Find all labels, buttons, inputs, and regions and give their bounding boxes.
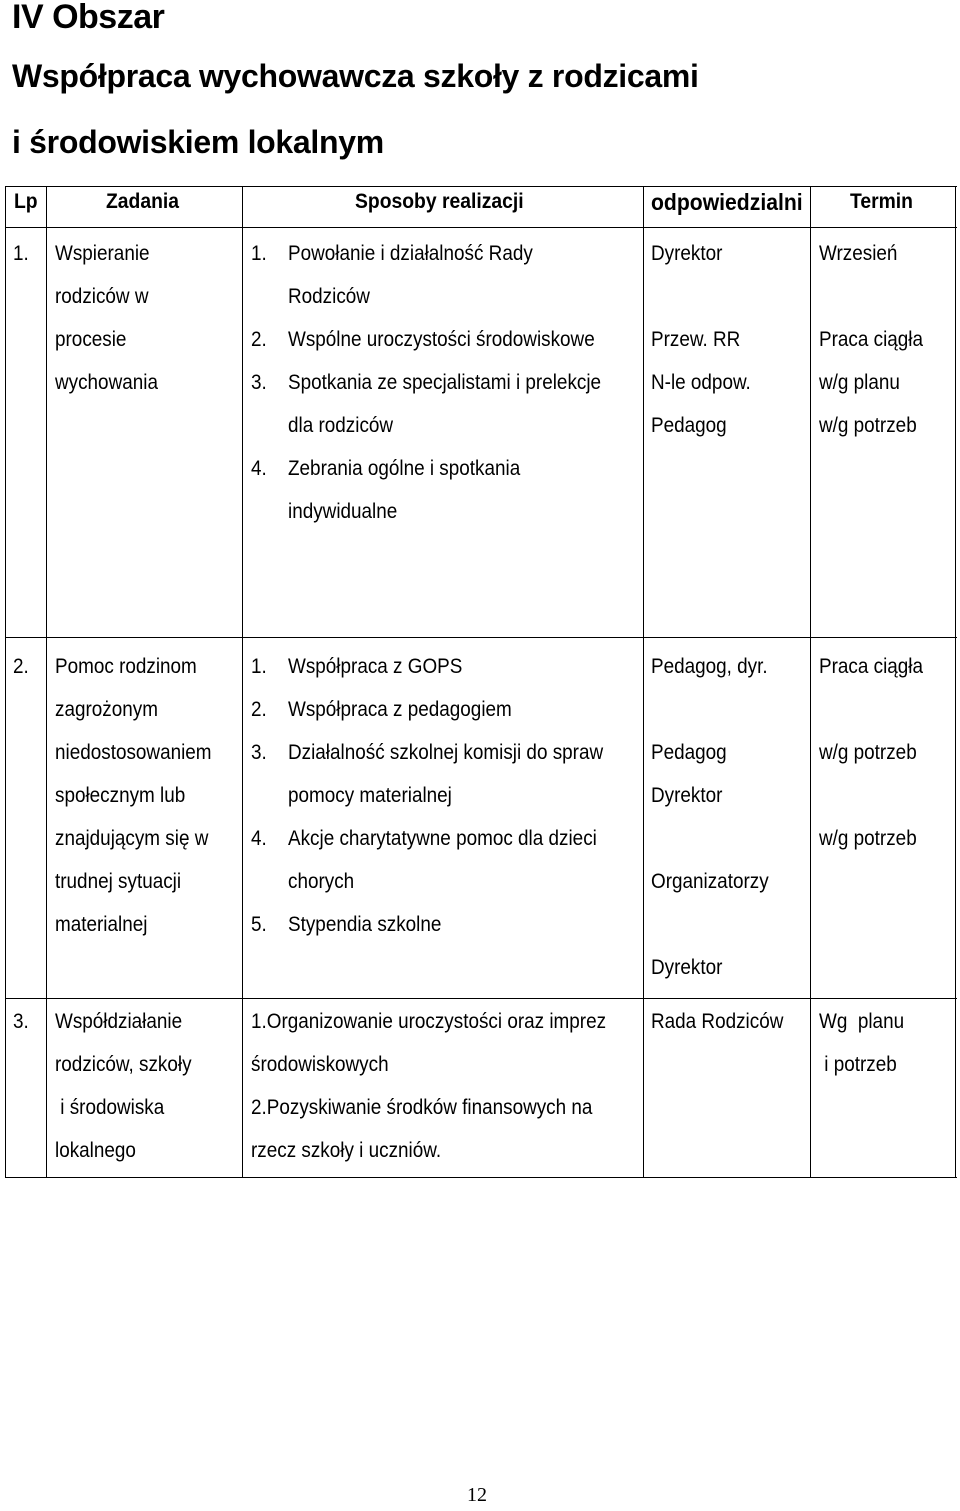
cell-line: Pedagog [651, 414, 727, 437]
cell-line: N-le odpow. [651, 371, 751, 394]
row1-sposoby [288, 232, 601, 533]
list-number [251, 490, 267, 533]
cell-line: znajdującym się w [55, 827, 209, 850]
list-item: pomocy materialnej [288, 784, 452, 807]
header-sposoby: Sposoby realizacji [355, 190, 524, 213]
list-number [251, 774, 267, 817]
list-item: Współpraca z GOPS [288, 655, 463, 678]
list-number: 3. [251, 741, 267, 764]
cell-line: i środowiska [55, 1096, 165, 1119]
cell-line: Dyrektor [651, 956, 723, 979]
cell-line: Współdziałanie [55, 1010, 183, 1033]
list-number: 2. [251, 698, 267, 721]
list-number: 1. [251, 655, 267, 678]
list-number: 1. [251, 242, 267, 265]
row2-odpowiedzialni [651, 645, 769, 989]
list-item: Spotkania ze specjalistami i prelekcje [288, 371, 602, 394]
row3-zadania [55, 1000, 192, 1172]
cell-line: Wrzesień [819, 242, 898, 265]
list-item: 2.Pozyskiwanie środków finansowych na [251, 1096, 593, 1119]
cell-line: procesie [55, 328, 127, 351]
list-item: 1.Organizowanie uroczystości oraz imprez [251, 1010, 607, 1033]
row3-sposoby [251, 1000, 606, 1172]
list-number: 3. [251, 371, 267, 394]
list-item: Stypendia szkolne [288, 913, 442, 936]
cell-line: w/g planu [819, 371, 900, 394]
cell-line [819, 275, 923, 318]
list-item: Działalność szkolnej komisji do spraw [288, 741, 604, 764]
header-lp: Lp [14, 190, 38, 213]
col-divider-1 [46, 186, 47, 1178]
header-termin: Termin [850, 190, 913, 213]
row3-lp: 3. [13, 1010, 29, 1033]
cell-line: w/g potrzeb [819, 414, 917, 437]
row2-lp: 2. [13, 655, 29, 678]
cell-line [819, 774, 923, 817]
col-border-right [955, 186, 956, 1178]
cell-line: w/g potrzeb [819, 741, 917, 764]
cell-line: Dyrektor [651, 784, 723, 807]
list-item: środowiskowych [251, 1053, 389, 1076]
row2-sposoby [288, 645, 603, 946]
cell-line: Praca ciągła [819, 655, 924, 678]
cell-line: niedostosowaniem [55, 741, 212, 764]
cell-line: Pedagog, dyr. [651, 655, 768, 678]
cell-line: Organizatorzy [651, 870, 769, 893]
cell-line: rodziców, szkoły [55, 1053, 192, 1076]
cell-line: trudnej sytuacji [55, 870, 182, 893]
cell-line [651, 903, 769, 946]
cell-line: zagrożonym [55, 698, 158, 721]
header-divider [5, 227, 957, 228]
cell-line [819, 688, 923, 731]
row1-termin [819, 232, 923, 447]
cell-line: Dyrektor [651, 242, 723, 265]
table-border-bottom [5, 1177, 957, 1178]
row1-zadania [55, 232, 158, 404]
list-item: Współpraca z pedagogiem [288, 698, 512, 721]
cell-line: Wspieranie [55, 242, 150, 265]
row1-sposoby-nums [251, 232, 267, 533]
col-divider-2 [242, 186, 243, 1178]
cell-line: w/g potrzeb [819, 827, 917, 850]
cell-line: Praca ciągła [819, 328, 924, 351]
cell-line: lokalnego [55, 1139, 136, 1162]
cell-line: rodziców w [55, 285, 149, 308]
list-number: 5. [251, 913, 267, 936]
list-number: 4. [251, 827, 267, 850]
list-item: Powołanie i działalność Rady [288, 242, 533, 265]
cell-line: społecznym lub [55, 784, 186, 807]
list-item: rzecz szkoły i uczniów. [251, 1139, 442, 1162]
list-item: Akcje charytatywne pomoc dla dzieci [288, 827, 597, 850]
row3-odpowiedzialni [651, 1000, 783, 1043]
section-title-line1: Współpraca wychowawcza szkoły z rodzicami [12, 58, 699, 94]
col-border-left [5, 186, 6, 1178]
list-number: 4. [251, 457, 267, 480]
row3-termin [819, 1000, 904, 1086]
cell-line: Pomoc rodzinom [55, 655, 197, 678]
list-number [251, 275, 267, 318]
row-divider-2 [5, 998, 957, 999]
col-divider-4 [810, 186, 811, 1178]
section-area: IV Obszar [12, 0, 165, 36]
cell-line: Pedagog [651, 741, 727, 764]
list-item: Zebrania ogólne i spotkania [288, 457, 521, 480]
row1-lp: 1. [13, 242, 29, 265]
list-item: dla rodziców [288, 414, 394, 437]
cell-line [651, 817, 769, 860]
header-zadania: Zadania [106, 190, 180, 213]
cell-line: Wg planu [819, 1010, 905, 1033]
cell-line: i potrzeb [819, 1053, 897, 1076]
list-item: chorych [288, 870, 355, 893]
cell-line: Przew. RR [651, 328, 741, 351]
page-number: 12 [467, 1484, 487, 1506]
list-number [251, 860, 267, 903]
header-odpowiedzialni: odpowiedzialni [651, 189, 803, 215]
row2-zadania [55, 645, 212, 946]
cell-line: materialnej [55, 913, 148, 936]
row1-odpowiedzialni [651, 232, 751, 447]
row2-termin [819, 645, 923, 860]
section-title-line2: i środowiskiem lokalnym [12, 124, 384, 160]
list-item: Wspólne uroczystości środowiskowe [288, 328, 595, 351]
list-item: Rodziców [288, 285, 370, 308]
list-item: indywidualne [288, 500, 398, 523]
row2-sposoby-nums [251, 645, 267, 946]
list-number [251, 404, 267, 447]
col-divider-3 [643, 186, 644, 1178]
cell-line [651, 688, 769, 731]
cell-line [651, 275, 751, 318]
cell-line: wychowania [55, 371, 158, 394]
row-divider-1 [5, 637, 957, 638]
list-number: 2. [251, 328, 267, 351]
cell-line: Rada Rodziców [651, 1010, 784, 1033]
